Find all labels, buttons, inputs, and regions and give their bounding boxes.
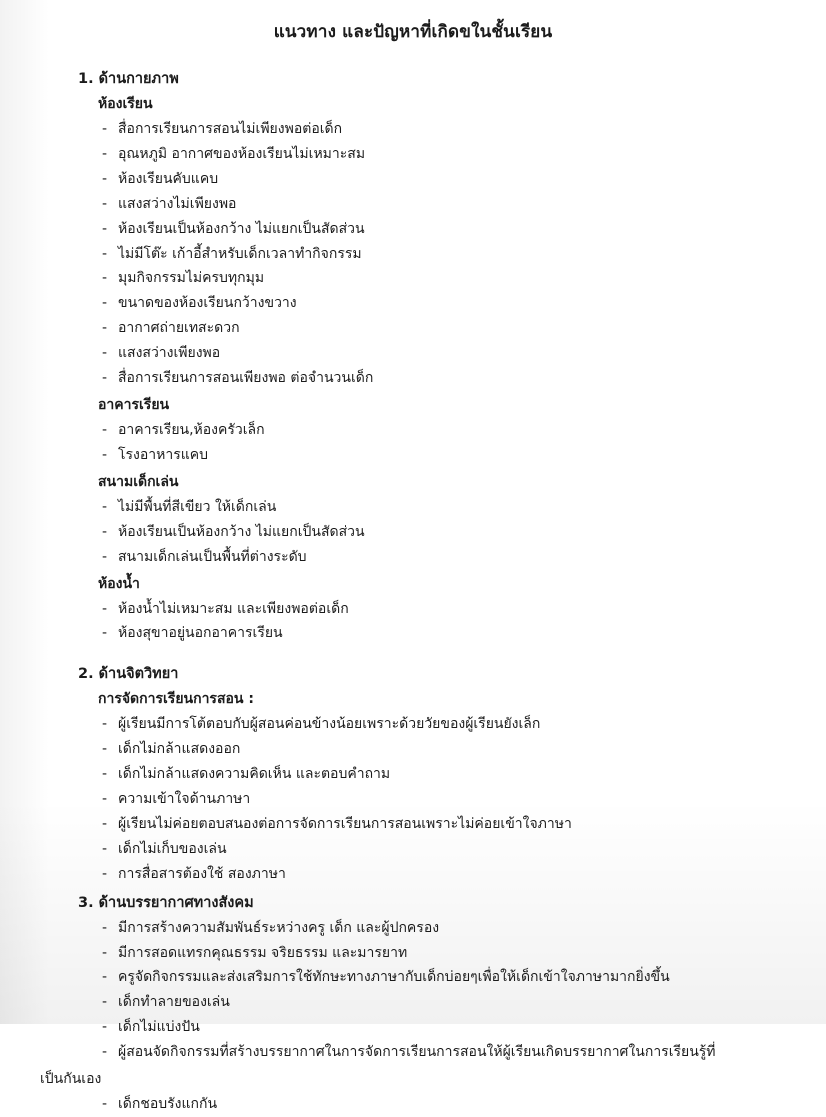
list-item-text: ไม่มีพื้นที่สีเขียว ให้เด็กเล่น: [118, 498, 277, 515]
list-item: [40, 142, 786, 167]
list-item-text: อากาศถ่ายเทสะดวก: [118, 320, 240, 337]
bullet-dash: -: [102, 815, 108, 832]
bullet-dash: -: [102, 741, 108, 758]
list-item: [40, 737, 786, 762]
subsection-heading-toilet: ห้องน้ำ: [98, 575, 140, 592]
list-item-text: เด็กไม่เก็บของเล่น: [118, 840, 227, 857]
list-item-text: ผู้เรียนมีการโต้ตอบกับผู้สอนค่อนข้างน้อยเพราะด้วยวัยของผู้เรียนยังเล็ก: [118, 716, 541, 733]
list-social: [40, 916, 786, 1065]
subsection-heading-instruction: การจัดการเรียนการสอน :: [98, 691, 254, 708]
list-item: [40, 862, 786, 887]
bullet-dash: -: [102, 195, 108, 212]
list-item-text: สื่อการเรียนการสอนไม่เพียงพอต่อเด็ก: [118, 121, 343, 137]
list-item-text: เด็กไม่แบ่งปัน: [118, 1019, 200, 1036]
bullet-dash: -: [102, 121, 108, 137]
bullet-dash: -: [102, 625, 108, 642]
list-item: [40, 167, 786, 192]
list-item-text: ห้องน้ำไม่เหมาะสม และเพียงพอต่อเด็ก: [118, 600, 349, 617]
list-item: [40, 712, 786, 737]
list-toilet: [40, 597, 786, 647]
list-item-text: โรงอาหารแคบ: [118, 446, 209, 463]
list-item-text: สนามเด็กเล่นเป็นพื้นที่ต่างระดับ: [118, 548, 307, 565]
bullet-dash: -: [102, 170, 108, 187]
list-item: [40, 520, 786, 545]
list-playground: [40, 495, 786, 570]
list-item: [40, 545, 786, 570]
list-item-text: มีการสอดแทรกคุณธรรม จริยธรรม และมารยาท: [118, 944, 408, 961]
bullet-dash: -: [102, 446, 108, 463]
list-item: [40, 117, 786, 142]
list-item-text: อุณหภูมิ อากาศของห้องเรียนไม่เหมาะสม: [118, 145, 366, 162]
list-item: [40, 787, 786, 812]
subsection-heading-classroom: ห้องเรียน: [98, 96, 153, 112]
bullet-dash: -: [102, 270, 108, 287]
section-heading: 2. ด้านจิตวิทยา: [78, 666, 179, 683]
section-psychology: [40, 662, 786, 886]
list-classroom: [40, 117, 786, 391]
list-item-text: สื่อการเรียนการสอนเพียงพอ ต่อจำนวนเด็ก: [118, 370, 374, 387]
section-heading: 1. ด้านกายภาพ: [78, 71, 179, 87]
bullet-dash: -: [102, 320, 108, 337]
list-item: [40, 916, 786, 941]
list-item: [40, 266, 786, 291]
bullet-dash: -: [102, 840, 108, 857]
list-item-text: ห้องสุขาอยู่นอกอาคารเรียน: [118, 625, 283, 642]
list-item-text: ความเข้าใจด้านภาษา: [118, 791, 251, 808]
list-item-text: อาคารเรียน,ห้องครัวเล็ก: [118, 421, 265, 438]
bullet-dash: -: [102, 245, 108, 262]
list-item-text: เด็กไม่กล้าแสดงออก: [118, 741, 241, 758]
page-title: แนวทาง และปัญหาที่เกิดขในชั้นเรียน: [273, 22, 553, 42]
list-instruction: [40, 712, 786, 886]
bullet-dash: -: [102, 944, 108, 961]
list-item: [40, 965, 786, 990]
list-item: [40, 418, 786, 443]
list-item-text: มุมกิจกรรมไม่ครบทุกมุม: [118, 270, 265, 287]
list-item-text: เด็กชอบรังแกกัน: [118, 1096, 218, 1112]
bullet-dash: -: [102, 1019, 108, 1036]
bullet-dash: -: [102, 1044, 108, 1061]
list-item: [40, 597, 786, 622]
list-item: [40, 443, 786, 468]
bullet-dash: -: [102, 548, 108, 565]
bullet-dash: -: [102, 919, 108, 936]
subsection-heading-building: อาคารเรียน: [98, 396, 170, 413]
list-item: [40, 242, 786, 267]
list-item-text: ห้องเรียนเป็นห้องกว้าง ไม่แยกเป็นสัดส่วน: [118, 523, 365, 540]
list-social-cont: [40, 1092, 786, 1117]
list-item: [40, 192, 786, 217]
list-item-text: ผู้สอนจัดกิจกรรมที่สร้างบรรยากาศในการจัดการเรียนการสอนให้ผู้เรียนเกิดบรรยากาศในการเรียนรู้ที่: [118, 1044, 716, 1061]
list-item-text: แสงสว่างเพียงพอ: [118, 345, 221, 362]
list-building: [40, 418, 786, 468]
list-item: [40, 495, 786, 520]
list-item: [40, 941, 786, 966]
bullet-dash: -: [102, 498, 108, 515]
bullet-dash: -: [102, 370, 108, 387]
subsection-heading-playground: สนามเด็กเล่น: [98, 473, 179, 490]
list-item-text: มีการสร้างความสัมพันธ์ระหว่างครู เด็ก และผู้ปกครอง: [118, 919, 440, 936]
bullet-dash: -: [102, 220, 108, 237]
bullet-dash: -: [102, 865, 108, 882]
list-item: [40, 1040, 786, 1065]
list-item-text: ห้องเรียนคับแคบ: [118, 170, 219, 187]
list-item: [40, 217, 786, 242]
list-item: [40, 1092, 786, 1117]
section-physical: [40, 67, 786, 646]
list-item: [40, 812, 786, 837]
list-item: [40, 316, 786, 341]
list-item: [40, 621, 786, 646]
list-item: [40, 990, 786, 1015]
list-item: [40, 291, 786, 316]
section-social-atmosphere: [40, 891, 786, 1117]
list-item-text: ไม่มีโต๊ะ เก้าอี้สำหรับเด็กเวลาทำกิจกรรม: [118, 245, 362, 262]
list-item-text: การสื่อสารต้องใช้ สองภาษา: [118, 865, 286, 882]
bullet-dash: -: [102, 523, 108, 540]
list-item: [40, 341, 786, 366]
list-item-text: ครูจัดกิจกรรมและส่งเสริมการใช้ทักษะทางภาษากับเด็กบ่อยๆเพื่อให้เด็กเข้าใจภาษามากยิ่งขึ้น: [118, 969, 670, 986]
bullet-dash: -: [102, 295, 108, 312]
list-item: [40, 837, 786, 862]
bullet-dash: -: [102, 716, 108, 733]
list-item: [40, 366, 786, 391]
bullet-dash: -: [102, 421, 108, 438]
bullet-dash: -: [102, 791, 108, 808]
bullet-dash: -: [102, 994, 108, 1011]
section-heading: 3. ด้านบรรยากาศทางสังคม: [78, 894, 254, 911]
bullet-dash: -: [102, 145, 108, 162]
list-item-text: ขนาดของห้องเรียนกว้างขวาง: [118, 295, 297, 312]
list-item-text: เด็กทำลายของเล่น: [118, 994, 230, 1011]
list-item: [40, 1015, 786, 1040]
list-item-text: ห้องเรียนเป็นห้องกว้าง ไม่แยกเป็นสัดส่วน: [118, 220, 365, 237]
bullet-dash: -: [102, 766, 108, 783]
bullet-dash: -: [102, 1096, 108, 1112]
bullet-dash: -: [102, 600, 108, 617]
list-item-text: แสงสว่างไม่เพียงพอ: [118, 195, 237, 212]
bullet-dash: -: [102, 345, 108, 362]
list-item: [40, 762, 786, 787]
bullet-dash: -: [102, 969, 108, 986]
wrapped-continuation-text: เป็นกันเอง: [40, 1071, 102, 1088]
list-item-text: ผู้เรียนไม่ค่อยตอบสนองต่อการจัดการเรียนการสอนเพราะไม่ค่อยเข้าใจภาษา: [118, 815, 572, 832]
list-item-text: เด็กไม่กล้าแสดงความคิดเห็น และตอบคำถาม: [118, 766, 391, 783]
